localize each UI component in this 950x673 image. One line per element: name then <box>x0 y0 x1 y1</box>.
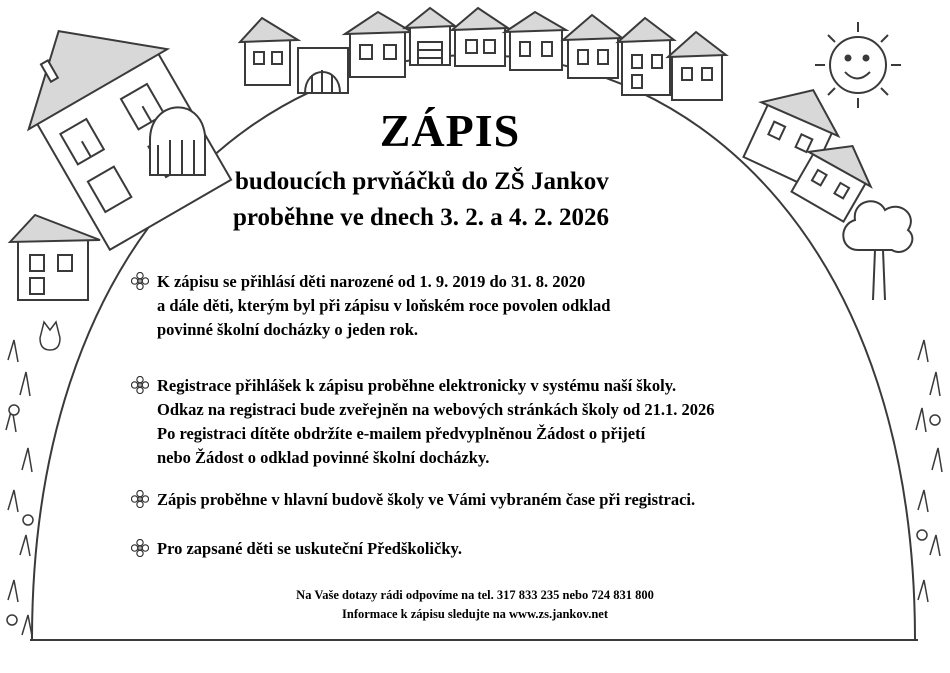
page-title: ZÁPIS <box>379 105 521 156</box>
house-icon <box>452 8 508 66</box>
paragraph-line: a dále děti, kterým byl při zápisu v loňském roce povolen odklad <box>157 296 611 315</box>
house-row <box>240 8 726 100</box>
sun-icon <box>815 22 901 108</box>
house-icon <box>405 8 455 65</box>
house-row-right <box>737 72 884 224</box>
footer-website: Informace k zápisu sledujte na www.zs.jankov.net <box>342 607 608 621</box>
paragraph-line: nebo Žádost o odklad povinné školní docházky. <box>157 448 490 467</box>
subtitle-line-1: budoucích prvňáčků do ZŠ Jankov <box>235 168 609 195</box>
paragraph-line: K zápisu se přihlásí děti narozené od 1. 9. 2019 do 31. 8. 2020 <box>157 272 586 291</box>
paragraph-registration <box>157 374 715 470</box>
house-icon <box>505 12 566 70</box>
subtitle-line-2: proběhne ve dnech 3. 2. a 4. 2. 2026 <box>233 204 609 231</box>
flower-bullet-icon <box>131 539 149 557</box>
paragraph-line: Po registraci dítěte obdržíte e-mailem předvyplněnou Žádost o přijetí <box>157 424 646 443</box>
tree-icon <box>843 201 912 300</box>
paragraph-line: Odkaz na registraci bude zveřejněn na webových stránkách školy od 21.1. 2026 <box>157 400 715 419</box>
paragraph-line: Registrace přihlášek k zápisu proběhne elektronicky v systému naší školy. <box>157 376 677 395</box>
house-icon <box>10 215 100 300</box>
house-icon <box>668 32 726 100</box>
flower-bullet-icon <box>131 376 149 394</box>
flower-bullet-icon <box>131 272 149 290</box>
house-icon <box>240 18 298 85</box>
house-icon <box>298 48 348 93</box>
house-icon <box>618 18 674 95</box>
paragraph-line: povinné školní docházky o jeden rok. <box>157 320 419 339</box>
footer-contact: Na Vaše dotazy rádi odpovíme na tel. 317 833 235 nebo 724 831 800 <box>296 588 654 602</box>
flower-bullet-icon <box>131 490 149 508</box>
house-icon <box>345 12 412 77</box>
paragraph-line: Pro zapsané děti se uskuteční Předškoličky. <box>157 539 462 558</box>
paragraph-eligibility <box>157 270 610 342</box>
house-icon <box>563 15 622 78</box>
paragraph-line: Zápis proběhne v hlavní budově školy ve Vámi vybraném čase při registraci. <box>157 490 696 509</box>
cat-icon <box>40 322 60 350</box>
paragraph-location <box>157 488 695 512</box>
paragraph-preschool <box>157 537 462 561</box>
